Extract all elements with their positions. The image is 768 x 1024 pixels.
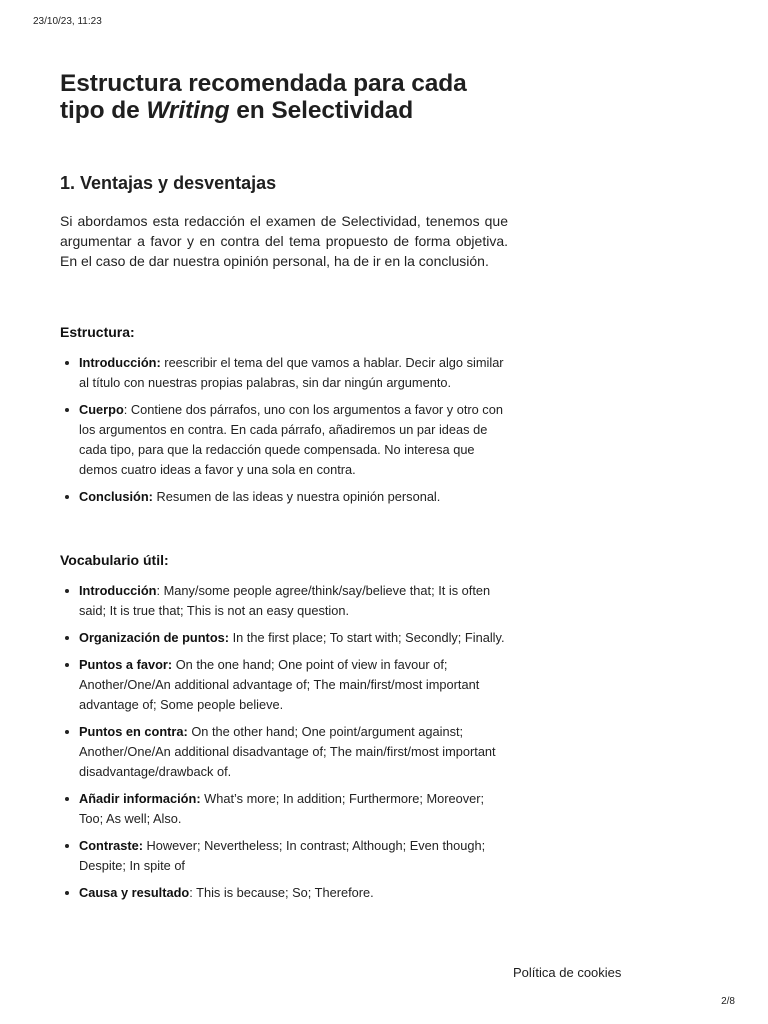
item-label: Puntos a favor: — [79, 657, 173, 672]
item-text: On the one hand; One point of view in favour of; Another/One/An additional advantage of; The main/first/most important advantage of; Some people believe. — [79, 657, 480, 712]
item-label: Introducción: — [79, 355, 161, 370]
item-text: : This is because; So; Therefore. — [189, 885, 374, 900]
item-label: Organización de puntos: — [79, 630, 230, 645]
page-number: 2/8 — [721, 996, 735, 1007]
article-content — [60, 70, 508, 910]
item-text: : Contiene dos párrafos, uno con los argumentos a favor y otro con los argumentos en contra. En cada párrafo, añadiremos un par ideas de cada tipo, para que la redacción quede compensada. No interesa que demos cuatro ideas a favor y una sola en contra. — [79, 402, 503, 477]
item-text: : Many/some people agree/think/say/believe that; It is often said; It is true that; This is not an easy question. — [79, 583, 491, 618]
list-item — [79, 655, 508, 715]
item-label: Añadir información: — [79, 791, 201, 806]
list-item — [79, 353, 508, 393]
title-italic: Writing — [146, 97, 230, 124]
vocabulario-list — [60, 581, 508, 903]
item-label: Puntos en contra: — [79, 724, 188, 739]
item-text: reescribir el tema del que vamos a hablar. Decir algo similar al título con nuestras propias palabras, sin dar ningún argumento. — [79, 355, 504, 390]
list-item — [79, 789, 508, 829]
item-label: Causa y resultado — [79, 885, 190, 900]
page-title — [60, 70, 508, 124]
item-text: What’s more; In addition; Furthermore; Moreover; Too; As well; Also. — [79, 791, 485, 826]
estructura-list — [60, 353, 508, 507]
list-item — [79, 883, 508, 903]
vocabulario-heading: Vocabulario útil: — [60, 552, 169, 568]
item-label: Cuerpo — [79, 402, 124, 417]
item-label: Conclusión: — [79, 489, 153, 504]
list-item — [79, 581, 508, 621]
item-text: Resumen de las ideas y nuestra opinión personal. — [152, 489, 441, 504]
item-text: On the other hand; One point/argument against; Another/One/An additional disadvantage of; The main/first/most important disadvantage/drawback of. — [79, 724, 496, 779]
item-label: Contraste: — [79, 838, 143, 853]
estructura-heading: Estructura: — [60, 324, 135, 340]
section-heading-ventajas: 1. Ventajas y desventajas — [60, 173, 277, 193]
section-intro-paragraph: Si abordamos esta redacción el examen de Selectividad, tenemos que argumentar a favor y en contra del tema propuesto de forma objetiva. En el caso de dar nuestra opinión personal, ha de ir en la conclusión. — [60, 213, 508, 269]
list-item — [79, 487, 508, 507]
item-text: In the first place; To start with; Secondly; Finally. — [229, 630, 505, 645]
item-label: Introducción — [79, 583, 157, 598]
print-timestamp: 23/10/23, 11:23 — [33, 16, 102, 27]
title-part-2: en Selectividad — [229, 97, 414, 124]
list-item — [79, 628, 508, 648]
list-item — [79, 836, 508, 876]
title-part-1: Estructura recomendada para cada tipo de — [60, 70, 467, 124]
list-item — [79, 400, 508, 480]
list-item — [79, 722, 508, 782]
item-text: However; Nevertheless; In contrast; Although; Even though; Despite; In spite of — [79, 838, 486, 873]
cookies-policy-link[interactable]: Política de cookies — [513, 965, 622, 980]
